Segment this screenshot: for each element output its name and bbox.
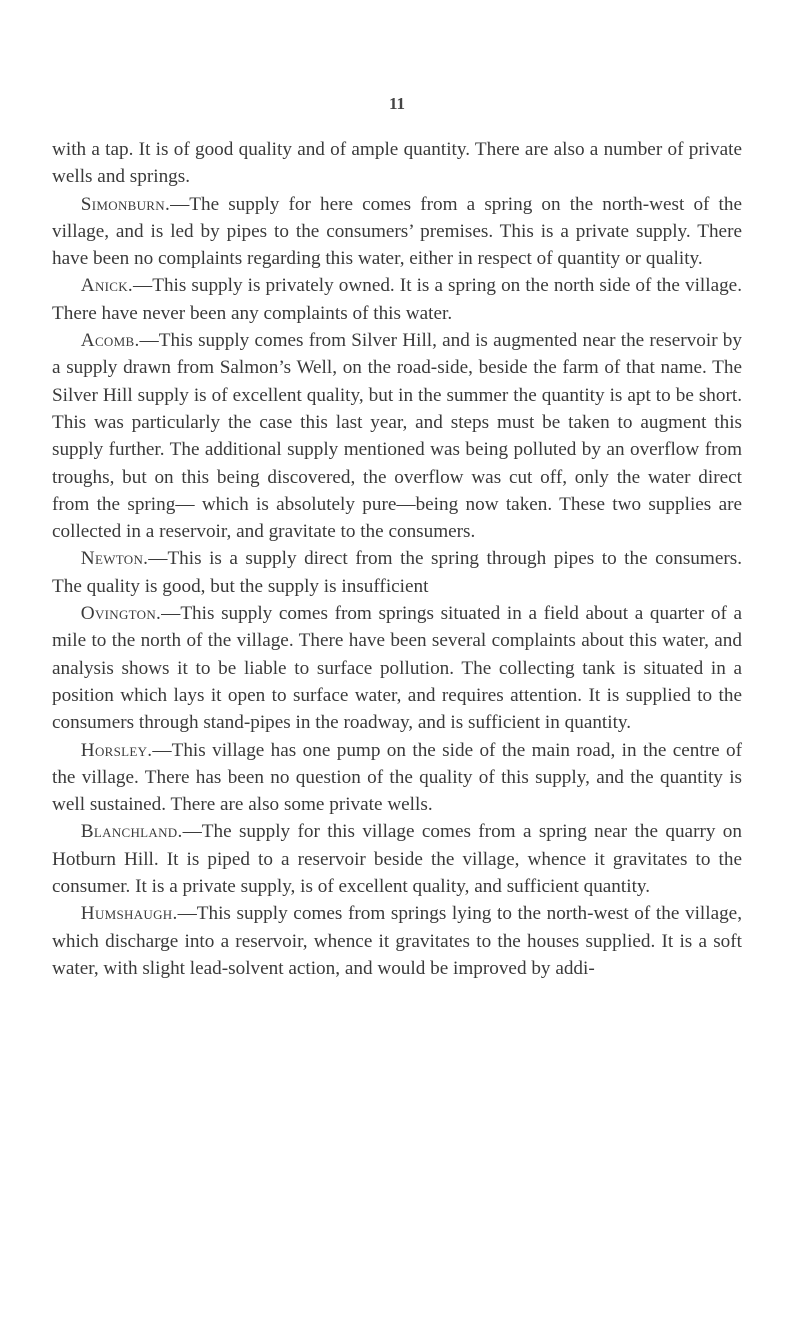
paragraph-blanchland bbox=[52, 818, 742, 900]
paragraph-text: —This supply comes from springs lying to the north-west of the village, which discharge into a reservoir, whence it gravitates to the houses supplied. It is a soft water, with slight lead-solvent action, and would be improved by addi- bbox=[52, 903, 742, 979]
paragraph-text: with a tap. It is of good quality and of ample quantity. There are also a number of private wells and springs. bbox=[52, 139, 742, 188]
paragraph-simonburn bbox=[52, 191, 742, 273]
place-name: Acomb. bbox=[80, 330, 140, 352]
place-name: Newton. bbox=[80, 548, 149, 570]
place-name: Simonburn. bbox=[80, 193, 171, 215]
paragraph-text: —The supply for this village comes from a spring near the quarry on Hotburn Hill. It is piped to a reservoir beside the village, whence it gravitates to the consumer. It is a private supply, is of excellent quality, and sufficient quantity. bbox=[52, 821, 742, 898]
paragraph-text: —This supply is privately owned. It is a spring on the north side of the village. There have never been any complaints of this water. bbox=[52, 275, 742, 324]
paragraph-anick bbox=[52, 272, 742, 327]
paragraph-continuation bbox=[52, 136, 742, 191]
paragraph-text: —This supply comes from Silver Hill, and is augmented near the reservoir by a supply drawn from Salmon’s Well, on the road-side, beside the farm of that name. The Silver Hill supply is of excellent quality, but in the summer the quantity is apt to be short. This was particularly the case this last year, and steps must be taken to augment this supply further. The additional supply mentioned was being polluted by an overflow from troughs, but on this being discovered, the overflow was cut off, only the water direct from the spring— which is absolutely pure—being now taken. These two supplies are collected in a reservoir, and gravitate to the consumers. bbox=[52, 330, 742, 543]
paragraph-text: —This is a supply direct from the spring through pipes to the consumers. The quality is good, but the supply is insufficient bbox=[52, 548, 742, 597]
place-name: Anick. bbox=[80, 275, 134, 297]
place-name: Horsley. bbox=[80, 739, 153, 761]
paragraph-humshaugh bbox=[52, 900, 742, 982]
body-text bbox=[52, 126, 742, 982]
paragraph-ovington bbox=[52, 600, 742, 736]
place-name: Humshaugh. bbox=[80, 903, 178, 925]
place-name: Blanchland. bbox=[80, 821, 183, 843]
paragraph-text: —This supply comes from springs situated in a field about a quarter of a mile to the north of the village. There have been several complaints about this water, and analysis shows it to be liable to surface pollution. The collecting tank is situated in a position which lays it open to surface water, and requires attention. It is supplied to the consumers through stand-pipes in the roadway, and is sufficient in quantity. bbox=[52, 603, 742, 734]
paragraph-horsley bbox=[52, 737, 742, 819]
place-name: Ovington. bbox=[80, 603, 162, 625]
paragraph-text: —This village has one pump on the side of the main road, in the centre of the village. There has been no question of the quality of this supply, and the quantity is well sustained. There are also some private wells. bbox=[52, 739, 742, 816]
paragraph-text: —The supply for here comes from a spring on the north-west of the village, and is led by pipes to the consumers’ premises. This is a private supply. There have been no complaints regarding this water, either in respect of quantity or quality. bbox=[52, 193, 742, 270]
page-number: 11 bbox=[388, 94, 406, 113]
paragraph-newton bbox=[52, 545, 742, 600]
paragraph-acomb bbox=[52, 327, 742, 545]
